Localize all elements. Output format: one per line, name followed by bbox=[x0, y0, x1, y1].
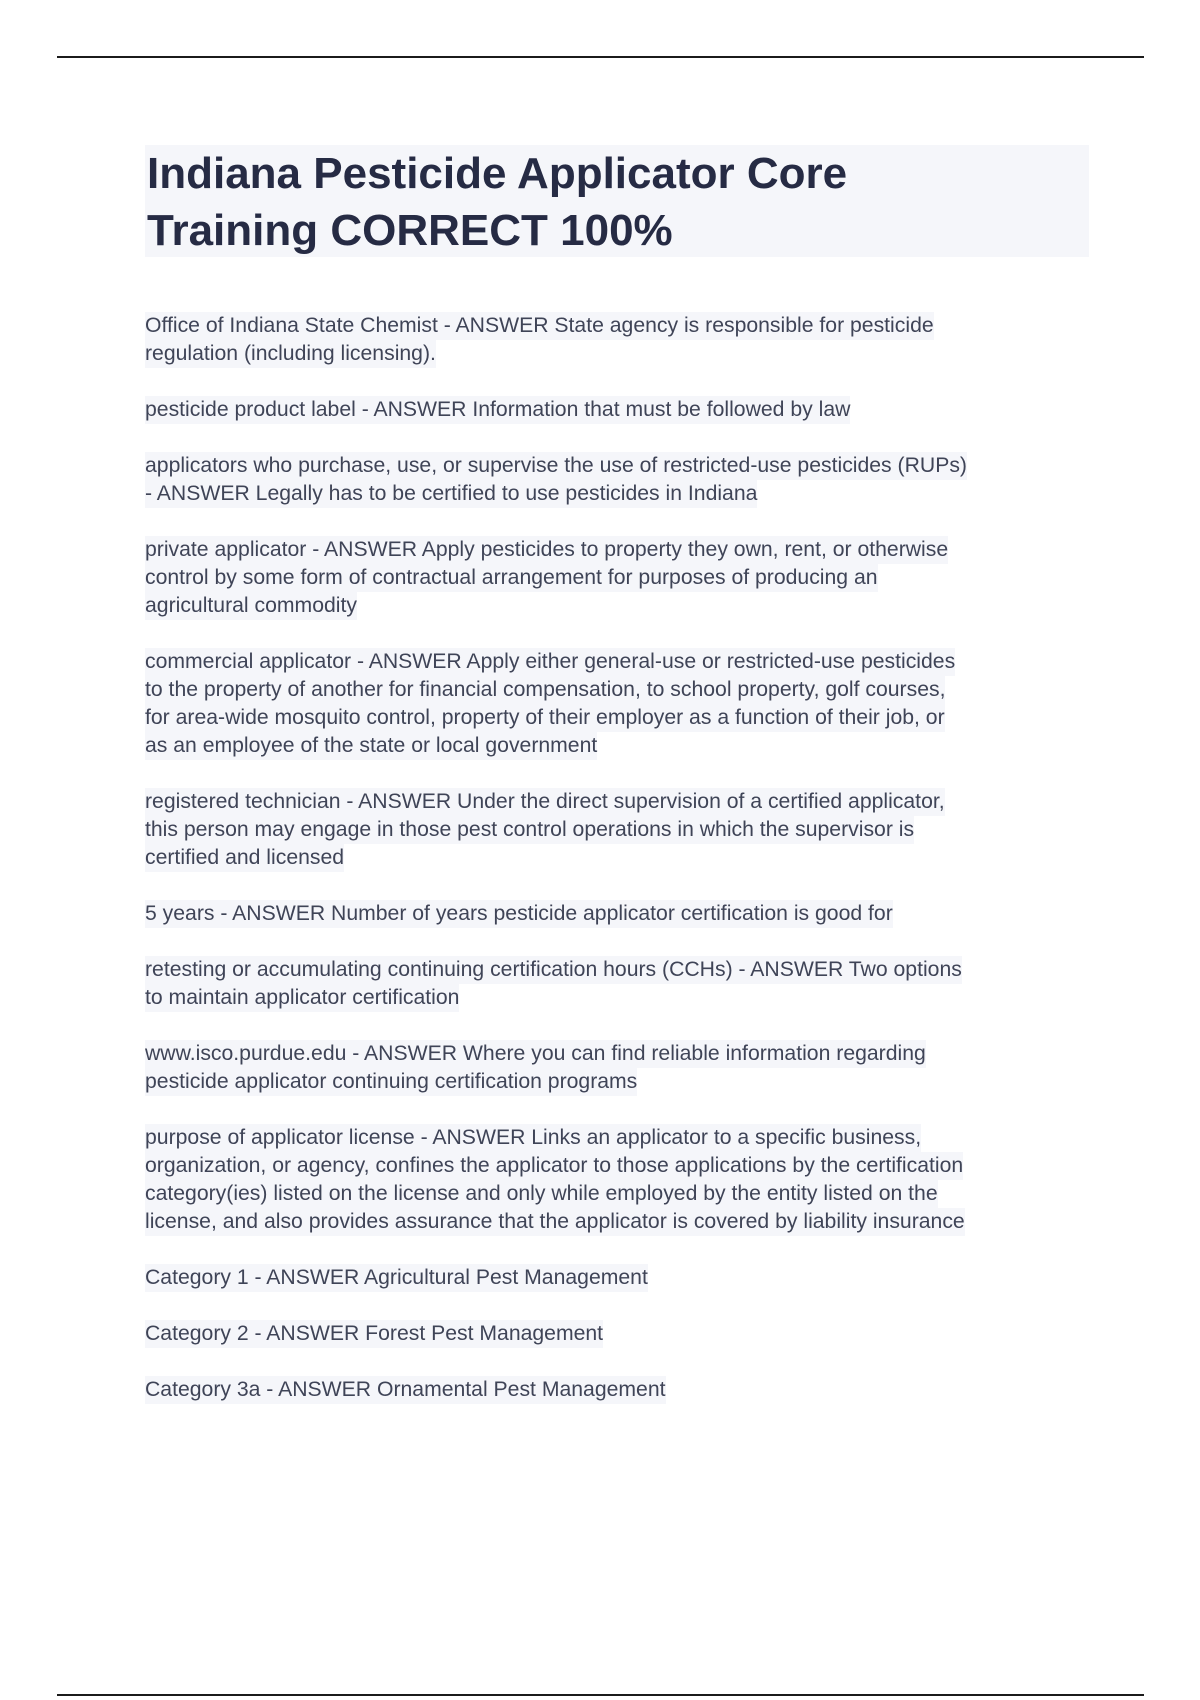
qa-text-line: retesting or accumulating continuing certification hours (CCHs) - ANSWER Two options bbox=[145, 956, 962, 984]
qa-item bbox=[145, 536, 1090, 620]
qa-text-line: registered technician - ANSWER Under the direct supervision of a certified applicator, bbox=[145, 788, 945, 816]
qa-text-line: category(ies) listed on the license and only while employed by the entity listed on the bbox=[145, 1180, 938, 1208]
qa-list bbox=[145, 312, 1090, 1432]
qa-text-line: Category 1 - ANSWER Agricultural Pest Management bbox=[145, 1264, 648, 1292]
title-line: Training CORRECT 100% bbox=[147, 206, 673, 255]
qa-text-line: applicators who purchase, use, or supervise the use of restricted-use pesticides (RUPs) bbox=[145, 452, 967, 480]
qa-item bbox=[145, 956, 1090, 1012]
qa-item bbox=[145, 648, 1090, 760]
qa-text-line: to maintain applicator certification bbox=[145, 984, 459, 1012]
qa-text-line: - ANSWER Legally has to be certified to use pesticides in Indiana bbox=[145, 480, 757, 508]
qa-item bbox=[145, 900, 1090, 928]
qa-text-line: license, and also provides assurance that the applicator is covered by liability insurance bbox=[145, 1208, 965, 1236]
header-rule bbox=[57, 56, 1144, 58]
qa-item bbox=[145, 788, 1090, 872]
qa-text-line: to the property of another for financial compensation, to school property, golf courses, bbox=[145, 676, 945, 704]
qa-item bbox=[145, 1040, 1090, 1096]
qa-item bbox=[145, 1124, 1090, 1236]
qa-text-line: certified and licensed bbox=[145, 844, 344, 872]
qa-text-line: 5 years - ANSWER Number of years pesticide applicator certification is good for bbox=[145, 900, 893, 928]
qa-item bbox=[145, 452, 1090, 508]
qa-text-line: Office of Indiana State Chemist - ANSWER State agency is responsible for pesticide bbox=[145, 312, 934, 340]
qa-item bbox=[145, 1376, 1090, 1404]
qa-item bbox=[145, 1320, 1090, 1348]
document-title bbox=[145, 145, 1089, 257]
qa-text-line: Category 2 - ANSWER Forest Pest Management bbox=[145, 1320, 603, 1348]
qa-text-line: private applicator - ANSWER Apply pesticides to property they own, rent, or otherwise bbox=[145, 536, 948, 564]
qa-text-line: control by some form of contractual arrangement for purposes of producing an bbox=[145, 564, 878, 592]
qa-text-line: as an employee of the state or local government bbox=[145, 732, 597, 760]
qa-text-line: pesticide product label - ANSWER Information that must be followed by law bbox=[145, 396, 850, 424]
qa-text-line: commercial applicator - ANSWER Apply either general-use or restricted-use pesticides bbox=[145, 648, 955, 676]
qa-text-line: for area-wide mosquito control, property of their employer as a function of their job, or bbox=[145, 704, 945, 732]
qa-text-line: regulation (including licensing). bbox=[145, 340, 436, 368]
footer-rule bbox=[57, 1694, 1144, 1696]
qa-text-line: purpose of applicator license - ANSWER Links an applicator to a specific business, bbox=[145, 1124, 921, 1152]
qa-text-line: organization, or agency, confines the applicator to those applications by the certification bbox=[145, 1152, 963, 1180]
qa-text-line: Category 3a - ANSWER Ornamental Pest Management bbox=[145, 1376, 666, 1404]
qa-item bbox=[145, 1264, 1090, 1292]
qa-item bbox=[145, 312, 1090, 368]
qa-text-line: pesticide applicator continuing certification programs bbox=[145, 1068, 637, 1096]
qa-text-line: www.isco.purdue.edu - ANSWER Where you can find reliable information regarding bbox=[145, 1040, 926, 1068]
qa-text-line: agricultural commodity bbox=[145, 592, 357, 620]
title-line: Indiana Pesticide Applicator Core bbox=[147, 149, 848, 198]
qa-text-line: this person may engage in those pest control operations in which the supervisor is bbox=[145, 816, 914, 844]
qa-item bbox=[145, 396, 1090, 424]
